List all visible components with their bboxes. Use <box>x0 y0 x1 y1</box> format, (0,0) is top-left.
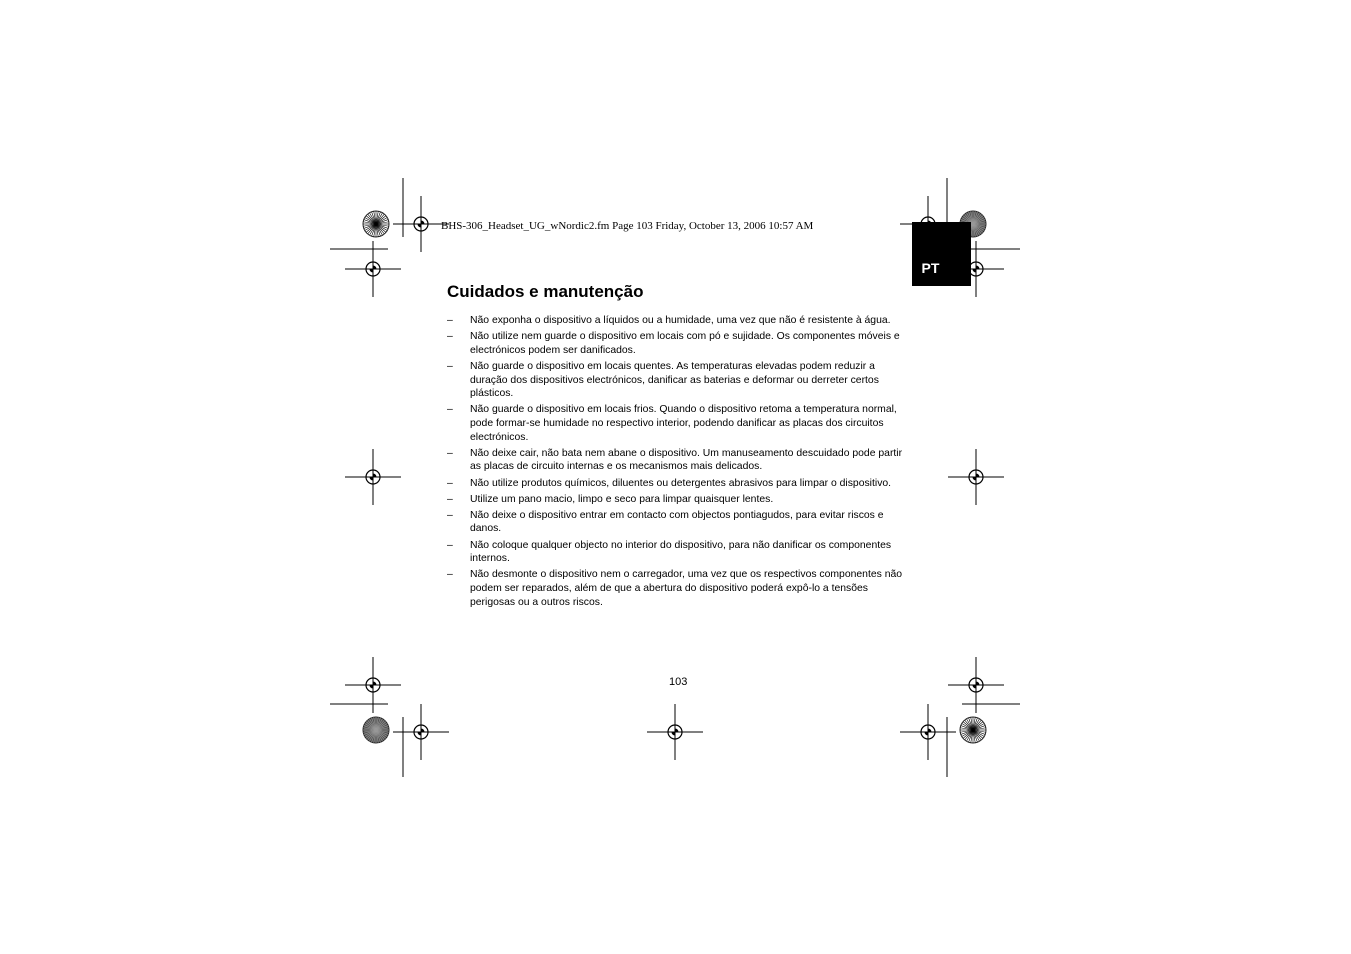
registration-quadrant <box>973 685 977 689</box>
print-slug: BHS-306_Headset_UG_wNordic2.fm Page 103 Friday, October 13, 2006 10:57 AM <box>441 220 814 232</box>
list-item-text: Não desmonte o dispositivo nem o carregador, uma vez que os respectivos componentes não podem ser reparados, além de que a abertura do dispositivo poderá expô-lo a tensões perigosas ou a outros riscos. <box>470 569 903 608</box>
bullet-dash: – <box>447 539 453 551</box>
care-list <box>447 314 913 612</box>
registration-quadrant <box>976 682 980 686</box>
list-item-text: Não deixe cair, não bata nem abane o dispositivo. Um manuseamento descuidado pode partir as placas de circuito internas e os mecanismos mais delicados. <box>470 447 903 473</box>
bullet-dash: – <box>447 315 453 326</box>
registration-quadrant <box>976 474 980 478</box>
registration-quadrant <box>373 474 377 478</box>
language-tab <box>912 222 971 286</box>
registration-quadrant <box>672 732 676 736</box>
list-item-text: Não guarde o dispositivo em locais quentes. As temperaturas elevadas podem reduzir a duração dos dispositivos electrónicos, danificar as baterias e deformar ou derreter certos plásticos. <box>470 360 879 400</box>
list-item <box>447 477 913 491</box>
registration-quadrant <box>373 266 377 270</box>
bullet-dash: – <box>447 509 453 521</box>
registration-quadrant <box>973 269 977 273</box>
list-item-text: Não utilize produtos químicos, diluentes ou detergentes abrasivos para limpar o dispositivo. <box>470 477 892 489</box>
registration-quadrant <box>976 266 980 270</box>
list-item <box>447 447 913 474</box>
registration-quadrant <box>373 682 377 686</box>
bullet-dash: – <box>447 404 453 416</box>
list-item <box>447 539 913 566</box>
list-item-text: Não deixe o dispositivo entrar em contacto com objectos pontiagudos, para evitar riscos e danos. <box>470 509 884 535</box>
registration-quadrant <box>421 221 425 225</box>
registration-quadrant <box>418 732 422 736</box>
list-item-text: Não guarde o dispositivo em locais frios. Quando o dispositivo retoma a temperatura normal, pode formar-se humidade no respectivo interior, podendo danificar as placas dos circuitos electrónicos. <box>470 404 897 443</box>
bullet-dash: – <box>447 360 453 372</box>
section-title: Cuidados e manutenção <box>447 282 644 301</box>
registration-quadrant <box>418 224 422 228</box>
registration-quadrant <box>370 685 374 689</box>
list-item-text: Utilize um pano macio, limpo e seco para limpar quaisquer lentes. <box>470 493 774 505</box>
registration-quadrant <box>421 729 425 733</box>
list-item <box>447 330 913 357</box>
list-item-text: Não utilize nem guarde o dispositivo em locais com pó e sujidade. Os componentes móveis e electrónicos podem ser danificados. <box>470 331 900 356</box>
registration-quadrant <box>370 269 374 273</box>
bullet-dash: – <box>447 447 453 459</box>
page-number: 103 <box>669 676 688 688</box>
registration-quadrant <box>925 732 929 736</box>
list-item <box>447 493 913 507</box>
registration-quadrant <box>370 477 374 481</box>
list-item-text: Não coloque qualquer objecto no interior do dispositivo, para não danificar os componentes internos. <box>470 539 892 565</box>
list-item <box>447 360 913 401</box>
bullet-dash: – <box>447 477 453 489</box>
registration-quadrant <box>928 729 932 733</box>
language-tab-label: PT <box>921 260 940 276</box>
list-item-text: Não exponha o dispositivo a líquidos ou a humidade, uma vez que não é resistente à água. <box>470 315 891 326</box>
bullet-dash: – <box>447 493 453 505</box>
list-item <box>447 509 913 536</box>
registration-quadrant <box>675 729 679 733</box>
registration-quadrant <box>973 477 977 481</box>
list-item <box>447 314 913 328</box>
bullet-dash: – <box>447 331 453 343</box>
bullet-dash: – <box>447 569 453 581</box>
list-item <box>447 403 913 444</box>
list-item <box>447 568 913 609</box>
